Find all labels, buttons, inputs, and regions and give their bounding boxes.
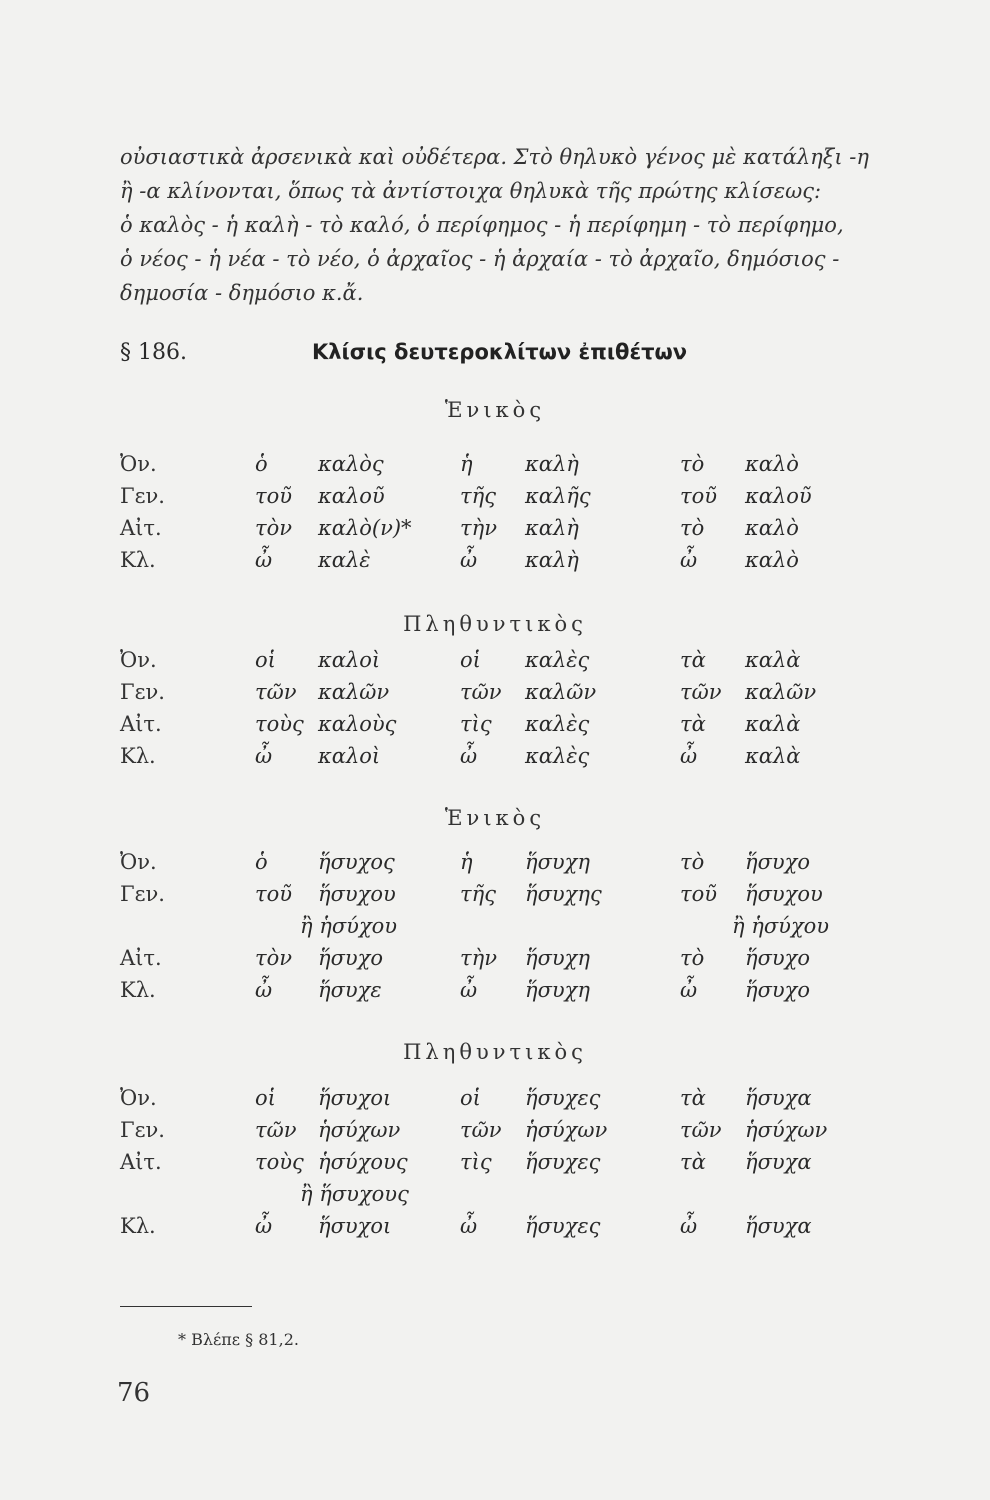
- form-fem: καλὴ: [525, 452, 579, 476]
- case-label: Ὀν.: [120, 648, 157, 672]
- table-row: [120, 1214, 920, 1246]
- form-neut: καλὸ: [745, 516, 799, 540]
- article-fem: ἡ: [460, 452, 473, 476]
- page-number: 76: [117, 1378, 151, 1408]
- table-heading-singular: Ἑνικὸς: [444, 806, 546, 830]
- declension-table: [120, 1086, 920, 1246]
- paragraph-line: οὐσιαστικὰ ἀρσενικὰ καὶ οὐδέτερα. Στὸ θηλυκὸ γένος μὲ κατάληξι -η: [120, 145, 869, 169]
- declension-table: [120, 452, 920, 580]
- case-label: Κλ.: [120, 548, 156, 572]
- form-neut: καλὰ: [745, 744, 801, 768]
- article-masc: τοὺς: [255, 712, 304, 736]
- article-masc: τῶν: [255, 680, 297, 704]
- table-row: [120, 850, 920, 882]
- article-fem: ἡ: [460, 850, 473, 874]
- form-fem: καλὲς: [525, 712, 590, 736]
- article-neut: ὦ: [680, 744, 698, 768]
- article-fem: τῆς: [460, 882, 496, 906]
- alt-form-neut: ἢ ἡσύχου: [732, 914, 830, 938]
- alternative-row: [120, 914, 920, 946]
- table-row: [120, 882, 920, 914]
- form-fem: ἥσυχες: [525, 1150, 601, 1174]
- form-masc: καλῶν: [318, 680, 390, 704]
- case-label: Γεν.: [120, 882, 165, 906]
- case-label: Κλ.: [120, 744, 156, 768]
- article-masc: τοὺς: [255, 1150, 304, 1174]
- article-fem: ὦ: [460, 978, 478, 1002]
- article-masc: τῶν: [255, 1118, 297, 1142]
- form-masc: ἡσύχους: [318, 1150, 408, 1174]
- article-neut: ὦ: [680, 548, 698, 572]
- article-neut: τὰ: [680, 1086, 706, 1110]
- form-fem: ἥσυχης: [525, 882, 602, 906]
- article-neut: τὰ: [680, 648, 706, 672]
- declension-table: [120, 850, 920, 1010]
- form-neut: καλοῦ: [745, 484, 812, 508]
- form-fem: ἥσυχη: [525, 978, 590, 1002]
- form-neut: ἥσυχο: [745, 850, 811, 874]
- case-label: Αἰτ.: [120, 516, 162, 540]
- article-neut: τὸ: [680, 516, 705, 540]
- table-row: [120, 978, 920, 1010]
- form-neut: ἥσυχα: [745, 1214, 812, 1238]
- form-masc: καλοὺς: [318, 712, 397, 736]
- article-neut: τὸ: [680, 946, 705, 970]
- table-row: [120, 1150, 920, 1182]
- article-fem: τὶς: [460, 1150, 492, 1174]
- section-number: § 186.: [120, 340, 187, 365]
- article-fem: οἱ: [460, 1086, 481, 1110]
- article-neut: τοῦ: [680, 882, 718, 906]
- form-masc: καλοὶ: [318, 744, 381, 768]
- alt-form-masc: ἢ ἥσυχους: [300, 1182, 409, 1206]
- article-masc: οἱ: [255, 1086, 276, 1110]
- form-fem: καλὴ: [525, 516, 579, 540]
- form-neut: ἥσυχου: [745, 882, 823, 906]
- form-masc: καλὸ(ν)*: [318, 516, 412, 540]
- declension-table: [120, 648, 920, 776]
- form-fem: καλῆς: [525, 484, 591, 508]
- intro-paragraph: [120, 140, 920, 310]
- case-label: Ὀν.: [120, 1086, 157, 1110]
- article-neut: τὸ: [680, 452, 705, 476]
- paragraph-line: ὁ νέος - ἡ νέα - τὸ νέο, ὁ ἀρχαῖος - ἡ ἀρχαία - τὸ ἀρχαῖο, δημόσιος -: [120, 247, 840, 271]
- table-row: [120, 744, 920, 776]
- form-masc: ἥσυχο: [318, 946, 384, 970]
- article-masc: τοῦ: [255, 484, 293, 508]
- form-neut: καλὸ: [745, 452, 799, 476]
- article-fem: οἱ: [460, 648, 481, 672]
- case-label: Ὀν.: [120, 452, 157, 476]
- paragraph-line: δημοσία - δημόσιο κ.ἄ.: [120, 281, 364, 305]
- form-masc: ἥσυχοι: [318, 1086, 392, 1110]
- footnote-divider: [120, 1306, 252, 1307]
- table-row: [120, 680, 920, 712]
- form-neut: ἥσυχο: [745, 946, 811, 970]
- article-masc: τὸν: [255, 946, 293, 970]
- form-fem: καλὴ: [525, 548, 579, 572]
- form-masc: ἥσυχου: [318, 882, 396, 906]
- form-neut: καλὰ: [745, 712, 801, 736]
- article-fem: τὶς: [460, 712, 492, 736]
- form-neut: καλῶν: [745, 680, 817, 704]
- article-fem: τῶν: [460, 680, 502, 704]
- paragraph-line: ἢ -α κλίνονται, ὅπως τὰ ἀντίστοιχα θηλυκὰ τῆς πρώτης κλίσεως:: [120, 179, 822, 203]
- article-fem: τῶν: [460, 1118, 502, 1142]
- form-neut: ἡσύχων: [745, 1118, 828, 1142]
- article-neut: ὦ: [680, 1214, 698, 1238]
- article-masc: ὦ: [255, 1214, 273, 1238]
- form-masc: ἡσύχων: [318, 1118, 401, 1142]
- article-masc: ὁ: [255, 850, 268, 874]
- article-masc: ὦ: [255, 548, 273, 572]
- form-masc: καλὸς: [318, 452, 384, 476]
- form-fem: ἥσυχη: [525, 946, 590, 970]
- alt-form-masc: ἢ ἡσύχου: [300, 914, 398, 938]
- case-label: Κλ.: [120, 1214, 156, 1238]
- form-neut: ἥσυχα: [745, 1086, 812, 1110]
- paragraph-line: ὁ καλὸς - ἡ καλὴ - τὸ καλό, ὁ περίφημος - ἡ περίφημη - τὸ περίφημο,: [120, 213, 844, 237]
- form-masc: ἥσυχε: [318, 978, 382, 1002]
- case-label: Κλ.: [120, 978, 156, 1002]
- article-fem: ὦ: [460, 1214, 478, 1238]
- table-row: [120, 712, 920, 744]
- form-fem: καλῶν: [525, 680, 597, 704]
- table-heading-plural: Πληθυντικὸς: [403, 612, 587, 636]
- article-fem: τῆς: [460, 484, 496, 508]
- article-neut: τὰ: [680, 1150, 706, 1174]
- form-masc: ἥσυχος: [318, 850, 395, 874]
- table-row: [120, 946, 920, 978]
- article-neut: τοῦ: [680, 484, 718, 508]
- article-masc: ὦ: [255, 744, 273, 768]
- form-neut: ἥσυχα: [745, 1150, 812, 1174]
- section-title: Κλίσις δευτεροκλίτων ἐπιθέτων: [312, 340, 688, 364]
- table-heading-plural: Πληθυντικὸς: [403, 1040, 587, 1064]
- table-row: [120, 648, 920, 680]
- form-fem: καλὲς: [525, 648, 590, 672]
- form-fem: ἥσυχες: [525, 1214, 601, 1238]
- form-neut: καλὰ: [745, 648, 801, 672]
- table-row: [120, 1118, 920, 1150]
- case-label: Γεν.: [120, 1118, 165, 1142]
- case-label: Γεν.: [120, 680, 165, 704]
- table-row: [120, 548, 920, 580]
- footnote: * Βλέπε § 81,2.: [178, 1330, 299, 1349]
- article-fem: τὴν: [460, 516, 497, 540]
- form-neut: καλὸ: [745, 548, 799, 572]
- form-masc: ἥσυχοι: [318, 1214, 392, 1238]
- article-neut: τῶν: [680, 1118, 722, 1142]
- form-fem: καλὲς: [525, 744, 590, 768]
- article-neut: τῶν: [680, 680, 722, 704]
- table-row: [120, 484, 920, 516]
- case-label: Ὀν.: [120, 850, 157, 874]
- table-row: [120, 1086, 920, 1118]
- article-masc: οἱ: [255, 648, 276, 672]
- table-row: [120, 452, 920, 484]
- article-masc: τοῦ: [255, 882, 293, 906]
- article-fem: ὦ: [460, 548, 478, 572]
- article-neut: τὰ: [680, 712, 706, 736]
- article-fem: ὦ: [460, 744, 478, 768]
- case-label: Γεν.: [120, 484, 165, 508]
- table-row: [120, 516, 920, 548]
- form-fem: ἥσυχες: [525, 1086, 601, 1110]
- article-masc: ὦ: [255, 978, 273, 1002]
- article-masc: τὸν: [255, 516, 293, 540]
- article-masc: ὁ: [255, 452, 268, 476]
- table-heading-singular: Ἑνικὸς: [444, 398, 546, 422]
- case-label: Αἰτ.: [120, 1150, 162, 1174]
- case-label: Αἰτ.: [120, 712, 162, 736]
- form-masc: καλοῦ: [318, 484, 385, 508]
- form-neut: ἥσυχο: [745, 978, 811, 1002]
- case-label: Αἰτ.: [120, 946, 162, 970]
- article-fem: τὴν: [460, 946, 497, 970]
- form-fem: ἡσύχων: [525, 1118, 608, 1142]
- article-neut: τὸ: [680, 850, 705, 874]
- article-neut: ὦ: [680, 978, 698, 1002]
- section-heading: [120, 340, 920, 374]
- alternative-row: [120, 1182, 920, 1214]
- form-fem: ἥσυχη: [525, 850, 590, 874]
- form-masc: καλὲ: [318, 548, 371, 572]
- form-masc: καλοὶ: [318, 648, 381, 672]
